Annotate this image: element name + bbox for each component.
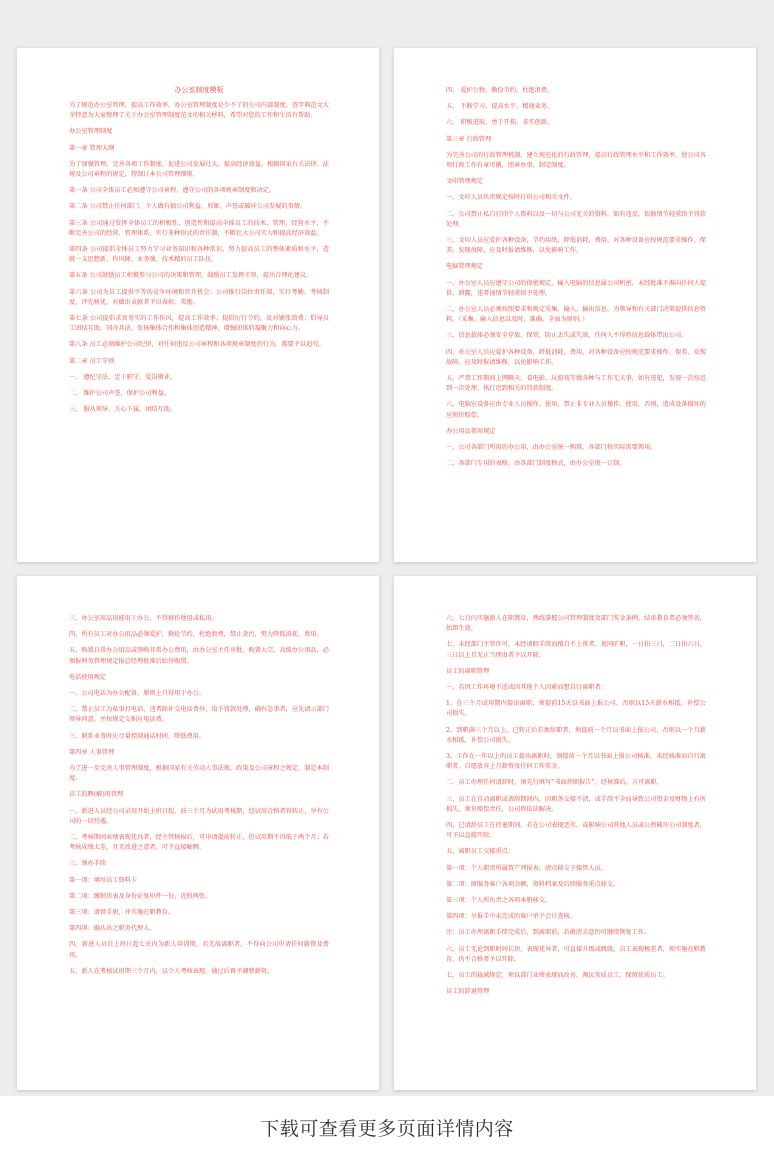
paragraph: 第六条 公司为员工提供平等的竞争环境和晋升机会；公司推行岗位责任制，实行考勤、考核制度，评先树优，对做出贡献者予以表彰、奖励。 xyxy=(69,288,329,306)
paragraph: 二、 维护公司声誉，保护公司利益。 xyxy=(69,390,170,398)
paragraph: 第四项：呈报手中未完成的客户单予会计查核。 xyxy=(446,913,576,921)
paragraph: 六、员工无论到职时间长短，表现优异者，可直接升级或跳级，员工表现极差者，须实施在职教育，仍不合格者予以开除。 xyxy=(446,945,706,963)
paragraph: 五、新人在考核试用期三个月内，以个人考核表现，通过后再予调整薪资。 xyxy=(69,967,274,975)
page-1-content xyxy=(69,101,329,415)
page-3-content xyxy=(69,614,329,977)
paragraph: 员工的聘(解)用管理 xyxy=(69,791,124,799)
paragraph: 三、办公室用品用能用于办公，不得移作他用或私用。 xyxy=(69,615,218,622)
paragraph: 一、 遵纪守法，忠于职守，爱岗敬业。 xyxy=(69,373,177,381)
paragraph: 一、公司各部门所需的办公用，由办公室统一购置，各部门按实际需要领用。 xyxy=(446,444,657,452)
paragraph: 为了规范办公室管理，提高工作效率，办公室管理制度是少不了的公司内部制度。查字典范文大全特意为大家整理了关于办公室管理制度范文的相关材料，希望对您的工作和生活有帮助。 xyxy=(69,102,329,120)
paragraph: 三、 服从领导，关心下属，团结互助。 xyxy=(69,406,177,414)
paragraph: 二、办公室人员必须按照要求和规定采集、输入、输出信息，为领导和有关部门决策提供信息资料。（采集、输入信息以及时、准确、全面为原则。） xyxy=(446,306,706,324)
paragraph: 二、考核期间业绩表现优良者，经主管核报后，可申请提前转正，但试用期不得低于两个月；若考核成绩太差，且无改进之意者，可予直接解聘。 xyxy=(69,834,329,852)
paragraph: 三、信息载体必须安全存放、保管，防止丢失或失效，任何人不得将信息载体带出公司。 xyxy=(446,332,688,340)
page-4-content xyxy=(446,614,706,997)
paragraph: 第一项：填写员工资料卡 xyxy=(69,876,138,884)
paragraph: 第四项：确认该之职务代理人。 xyxy=(69,925,156,933)
paragraph: 第二条 公司禁止任何部门、个人做有损公司利益、形象、声誉或破坏公司发展的事情。 xyxy=(69,203,307,211)
paragraph: 第三项：个人所负责之各项本册移交。 xyxy=(446,897,552,905)
download-banner[interactable] xyxy=(0,1096,774,1168)
paragraph: 一、文印人员负责规定按时打印公司相关文件。 xyxy=(446,194,576,202)
paragraph: 一、办公室人员应遵守公司的保密规定，输入电脑的信息属公司机密，未经批准不准向任何人提供、泄露，违者视情节轻重给予处理。 xyxy=(446,279,706,297)
paragraph: 第二项：缴纳历表及身份证复印件一份，近照两张。 xyxy=(69,892,212,900)
paragraph: 三、员工在自动离职或请辞期间内，因职务交接不清，或手续不全而导致公司资金及财物上有所损失，须负赔偿责任，公司将依法解决。 xyxy=(446,795,706,813)
paragraph: 四、已请辞员工在待退期间，若在公司表现恶劣，或影响公司其他人员或公然破坏公司制度者，可予以直接开除。 xyxy=(446,822,706,840)
paragraph: 四、办公室人员应爱护各种设备，降低消耗、费用，对各种设备应按规范要求操作、保养，发现故障，应及时报请维修，以免影响工作。 xyxy=(446,348,706,366)
paragraph: 第三章 行政管理 xyxy=(446,135,492,143)
paragraph: 员工的离职管理 xyxy=(446,667,490,675)
paragraph: 第一章 管理大纲 xyxy=(69,144,115,152)
paragraph: 一、若因工作环境不适或因其他个人因素而想自行离职者： xyxy=(446,684,607,692)
document-page-2 xyxy=(394,48,756,562)
paragraph: 三、文印人员应爱护各种设备，节约用纸，降低消耗，费用，对各种设备应按规范要求操作、保养，发现故障，应及时报请维修，以免影响工作。 xyxy=(446,237,706,255)
paragraph: 六、电脑室设备应由专业人员操作、使用，禁止非专业人员操作、使用，否则，造成设备损坏的应照价赔偿。 xyxy=(446,401,706,419)
paragraph: 七、未经部门主管许可，未经请假手续而擅自不上班者，视同旷职，一日扣三日，二日扣六日，三日以上且无正当理由者予以开除。 xyxy=(446,641,706,659)
paragraph: 第四章 人事管理 xyxy=(69,748,115,756)
paragraph: 五、离职员工交接重点： xyxy=(446,848,515,856)
paragraph: 六、 积极进取，勇于开拓，求实创新。 xyxy=(446,119,554,127)
paragraph: 第三条 公司通过发挥全体员工的积极性、创造性和提高全体员工的技术、管理、经营水平，不断完善公司的经营、管理体系，实行多种形式的责任制，不断壮大公司实力和提高经济效益。 xyxy=(69,219,329,237)
paragraph: 第二项：原服务客户各项余额，资料档案及后续服务重点移交。 xyxy=(446,880,620,888)
paragraph: 1、在三个月试用期内提出离职，须提前15天以书面上报公司，否则以15天薪水相抵，补偿公司损失。 xyxy=(446,700,706,718)
paragraph: 第一项：个人职责所属资产列报表，清点移交予接管人员。 xyxy=(446,864,607,872)
page-2-content xyxy=(446,86,706,469)
paragraph: 二、各部门专用的表格，由各部门制度格式，由办公室统一订制。 xyxy=(446,460,626,468)
paragraph: 员工的辞退管理 xyxy=(446,988,490,996)
paragraph: 第八条 员工必须维护公司纪律，对任何违反公司章程和各项规章制度的行为，都要予以追究。 xyxy=(69,341,325,349)
paragraph: 3、工作在一年以上的员工提出离职时，须提前一个月以书面上报公司核准，未经核准而自行离职者，自愿放弃上月薪资及任何工作奖金。 xyxy=(446,753,706,771)
document-page-4 xyxy=(394,576,756,1090)
paragraph: 二、公司禁止私自打印个人资料以及一切与公司无关的资料，如有违反，依据情节轻重给予罚款处理。 xyxy=(446,210,706,228)
paragraph: 第二章 员工守则 xyxy=(69,357,115,365)
paragraph: 一、新进人员经公司录用开始上班日起，前三个月为试用考核期，经试用合格者将转正，享有公司的一切待遇。 xyxy=(69,807,329,825)
paragraph: 五、购置日常办公用品或领购非常办公费用，由办公室主任审批，购置大宗、高级办公用品，必须报财务管理规定报总经理批准后始得购置。 xyxy=(69,647,329,665)
document-title: 办公室制度模板 xyxy=(174,86,224,94)
paragraph: 第七条 公司提倡求真务实的工作作风，提高工作效率；提倡厉行节约，反对铺张浪费；倡导员工团结互助，同舟共济，发扬集体合作和集体创造精神，增强团体的凝聚力和向心力。 xyxy=(69,315,329,333)
paragraph: 为完善公司的行政管理机制，建立规范化的行政管理，提高行政管理水平和工作效率，使公司各项行政工作有章可循，照章办事，制定制度。 xyxy=(446,151,706,170)
paragraph: 二、禁止员工为私事打电话，违者除补交电话费外，给予罚款处理，确有急事者，应先请示部门领导同意，并按规定交相应电话费。 xyxy=(69,706,329,724)
paragraph: 三、联系业务时应尽量控制通话时间，降低费用。 xyxy=(69,732,206,740)
paragraph: 四、新进人员自上班日起七天内为新人培训期，若无故离职者，不得向公司申请任何薪资及费用。 xyxy=(69,941,329,959)
paragraph: 五、 不断学习，提高水平，精通业务。 xyxy=(446,103,554,111)
paragraph: 办公室管理制度 xyxy=(69,128,113,136)
paragraph: 第五条 公司鼓励员工积极参与公司的决策和管理，鼓励员工发挥才智，提出合理化建议。 xyxy=(69,272,313,280)
paragraph: 电脑管理规定 xyxy=(446,263,484,271)
paragraph: 三、须办手续 xyxy=(69,860,107,868)
paragraph: 四、所有员工对办公用品必须爱护，勤俭节约，杜绝浪费，禁止贪污，努力降低消耗、费用。 xyxy=(69,631,323,639)
paragraph: 二、员工办理任何请辞时，须先行填写“书面辞职报告”，经核准后，方可离职。 xyxy=(446,779,663,787)
paragraph: 为了进一步完善人事管理制度，根据国家有关劳动人事法规、政策及公司章程之规定，制定本制度。 xyxy=(69,765,329,783)
paragraph: 电话使用规定 xyxy=(69,673,107,681)
paragraph: 为了加强管理，完善各项工作制度，促进公司发展壮大，提高经济效益，根据国家有关法律、法规及公司章程的规定，特制订本公司管理细则。 xyxy=(69,160,329,179)
paragraph: 第三项：请贤手册，并实施在职教育。 xyxy=(69,909,175,917)
download-more-text[interactable]: 下载可查看更多页面详情内容 xyxy=(260,1118,514,1140)
paragraph: 注：员工办理离职手续完成后，到离职前，若敢清去意仍可继续恢复工作。 xyxy=(446,929,651,937)
paragraph: 第一条 公司全体员工必须遵守公司章程，遵守公司的各项规章制度和决定。 xyxy=(69,187,276,195)
document-page-3 xyxy=(17,576,379,1090)
paragraph: 七、员工的裁减规定，须以部门业绩表现而改善，淘汰劣质员工，保留优质员工。 xyxy=(446,972,669,980)
paragraph: 第四条 公司提倡全体员工努力学习业务知识和各种常识，努力提高员工的整体素质和水平，造就一支思想新、作风硬、业务强、技术精的员工队伍。 xyxy=(69,246,329,264)
paragraph: 四、 爱护公物，勤俭节约，杜绝浪费。 xyxy=(446,87,554,94)
paragraph: 文印管理规定 xyxy=(446,178,484,186)
document-page-1 xyxy=(17,48,379,562)
paragraph: 办公用品领用规定 xyxy=(446,427,496,435)
paragraph: 2、到职满三个月以上，已转正后若须辞职者，须提前一个月以书面上报公司，否则以一个月薪水相抵，补偿公司损失。 xyxy=(446,726,706,744)
paragraph: 五、严禁工作期间上网聊天、看电影、玩游戏等做各种与工作无关事，如有违犯，发现一次按迟到一次处理，执行迟到相关的罚款制度。 xyxy=(446,375,706,393)
paragraph: 一、公司电话为办公配备，原则上只得用于办公。 xyxy=(69,690,206,698)
paragraph: 六、七日内实施新人在职教育，熟练掌握公司管理制度及部门奖金条例，结束教育者必须签名，始即生效。 xyxy=(446,615,706,633)
